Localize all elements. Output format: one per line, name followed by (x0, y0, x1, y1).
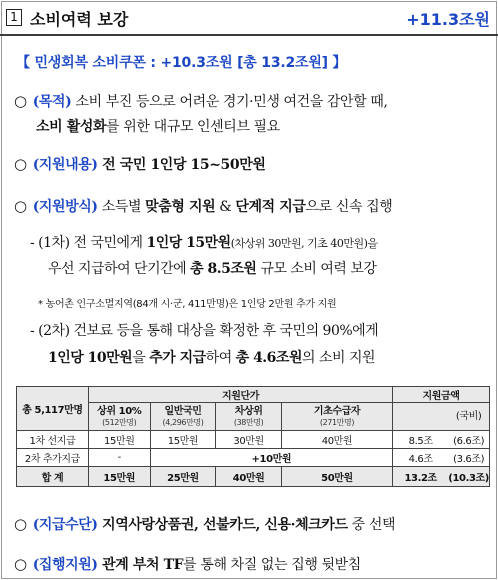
first-round-line1 (30, 230, 378, 257)
means-bold: 지역사랑상품권, 선불카드, 신용·체크카드 (97, 517, 348, 533)
table-row (17, 431, 490, 449)
second-text-1: 을 (132, 350, 150, 366)
subtitle: 【 민생회복 소비쿠폰 : +10.3조원 [총 13.2조원] 】 (16, 55, 347, 71)
purpose-text: 소비 부진 등으로 어려운 경기·민생 여건을 감안할 때, (71, 94, 388, 110)
second-round-line2 (48, 345, 375, 372)
table-cell-gov: (3.6조) (448, 449, 489, 467)
table-cell-amount: 4.6조 (393, 449, 449, 467)
method-text-3: 으로 신속 집행 (305, 199, 393, 215)
table-amount-header: 지원금액 (393, 387, 490, 403)
purpose-label: (목적) (32, 94, 72, 110)
means-text: 중 선택 (347, 517, 396, 533)
bullet-circle-icon: ○ (14, 155, 27, 173)
first-text-a: - (1차) 전 국민에게 (30, 235, 147, 251)
target-text: 전 국민 1인당 15~50만원 (97, 157, 266, 173)
bullet-circle-icon: ○ (14, 515, 27, 533)
method-bold-2: 단계적 지급 (235, 199, 306, 215)
target-label: (지원내용) (32, 157, 98, 173)
table-cell-merged: +10만원 (150, 449, 392, 467)
second-round-line1: - (2차) 건보료 등을 통해 대상을 확정한 후 국민의 90%에게 (30, 323, 379, 339)
target-paragraph (14, 151, 265, 178)
col-header: 기초수급자 (271만명) (281, 403, 392, 431)
section-number: 1 (6, 9, 22, 26)
table-cell: 40만원 (216, 467, 282, 487)
col-header-blank (393, 403, 449, 431)
table-cell-gov: (6.6조) (448, 431, 489, 449)
table-row (17, 449, 490, 467)
section-amount: +11.3조원 (406, 10, 490, 29)
col-header-gov: (국비) (448, 403, 489, 431)
row-label: 2차 추가지급 (17, 449, 89, 467)
table-cell: 40만원 (281, 431, 392, 449)
row-label: 합 계 (17, 467, 89, 487)
row-label: 1차 선지급 (17, 431, 89, 449)
second-bold-2: 추가 지급 (149, 350, 206, 366)
first-bold-b: 1인당 15만원 (146, 235, 231, 251)
purpose-line2 (36, 114, 280, 140)
table-cell: 25만원 (150, 467, 216, 487)
table-cell: 30만원 (216, 431, 282, 449)
exec-paragraph (14, 551, 361, 578)
exec-bold: 관계 부처 TF (97, 557, 184, 573)
table-cell: 15만원 (88, 431, 150, 449)
bullet-circle-icon: ○ (14, 92, 27, 110)
first-round-line2 (48, 256, 376, 283)
table-subheader-row (17, 403, 490, 431)
table-cell-amount: 13.2조 (393, 467, 449, 487)
method-label: (지원방식) (32, 199, 98, 215)
table-group-header: 지원단가 (88, 387, 392, 403)
first-line2-a: 우선 지급하여 단기간에 (48, 261, 191, 277)
table-corner: 총 5,117만명 (17, 387, 89, 431)
table-cell: - (88, 449, 150, 467)
footnote: * 농어촌 인구소멸지역(84개 시·군, 411만명)은 1인당 2만원 추가 지원 (38, 299, 337, 310)
first-line2-bold: 총 8.5조원 (190, 261, 257, 277)
support-table (16, 386, 490, 487)
section-header (0, 0, 498, 36)
exec-label: (집행지원) (32, 557, 98, 573)
table-total-row (17, 467, 490, 487)
first-line2-c: 규모 소비 여력 보강 (256, 261, 377, 277)
purpose-bold: 소비 활성화 (36, 119, 107, 135)
purpose-paragraph (14, 88, 388, 115)
method-paragraph (14, 193, 392, 220)
table-cell: 15만원 (88, 467, 150, 487)
method-text-1: 소득별 (97, 199, 146, 215)
table-cell: 50만원 (281, 467, 392, 487)
purpose-line2-text: 를 위한 대규모 인센티브 필요 (106, 119, 280, 135)
col-header: 일반국민 (4,296만명) (150, 403, 216, 431)
first-text-c: (차상위 30만원, 기초 40만원)을 (230, 237, 378, 250)
bullet-circle-icon: ○ (14, 197, 27, 215)
second-bold-3: 총 4.6조원 (235, 350, 302, 366)
table-cell-gov: (10.3조) (448, 467, 489, 487)
section-title: 소비여력 보강 (30, 10, 129, 29)
col-header: 차상위 (38만명) (216, 403, 282, 431)
col-header: 상위 10% (512만명) (88, 403, 150, 431)
method-bold-1: 맞춤형 지원 (145, 199, 216, 215)
second-text-2: 하여 (205, 350, 236, 366)
second-text-3: 의 소비 지원 (301, 350, 376, 366)
bullet-circle-icon: ○ (14, 555, 27, 573)
table-header-row (17, 387, 490, 403)
table-cell: 15만원 (150, 431, 216, 449)
exec-text: 를 통해 차질 없는 집행 뒷받침 (183, 557, 361, 573)
means-label: (지급수단) (32, 517, 98, 533)
method-text-2: & (215, 199, 236, 215)
table-cell-amount: 8.5조 (393, 431, 449, 449)
second-bold-1: 1인당 10만원 (48, 350, 133, 366)
means-paragraph (14, 511, 395, 538)
